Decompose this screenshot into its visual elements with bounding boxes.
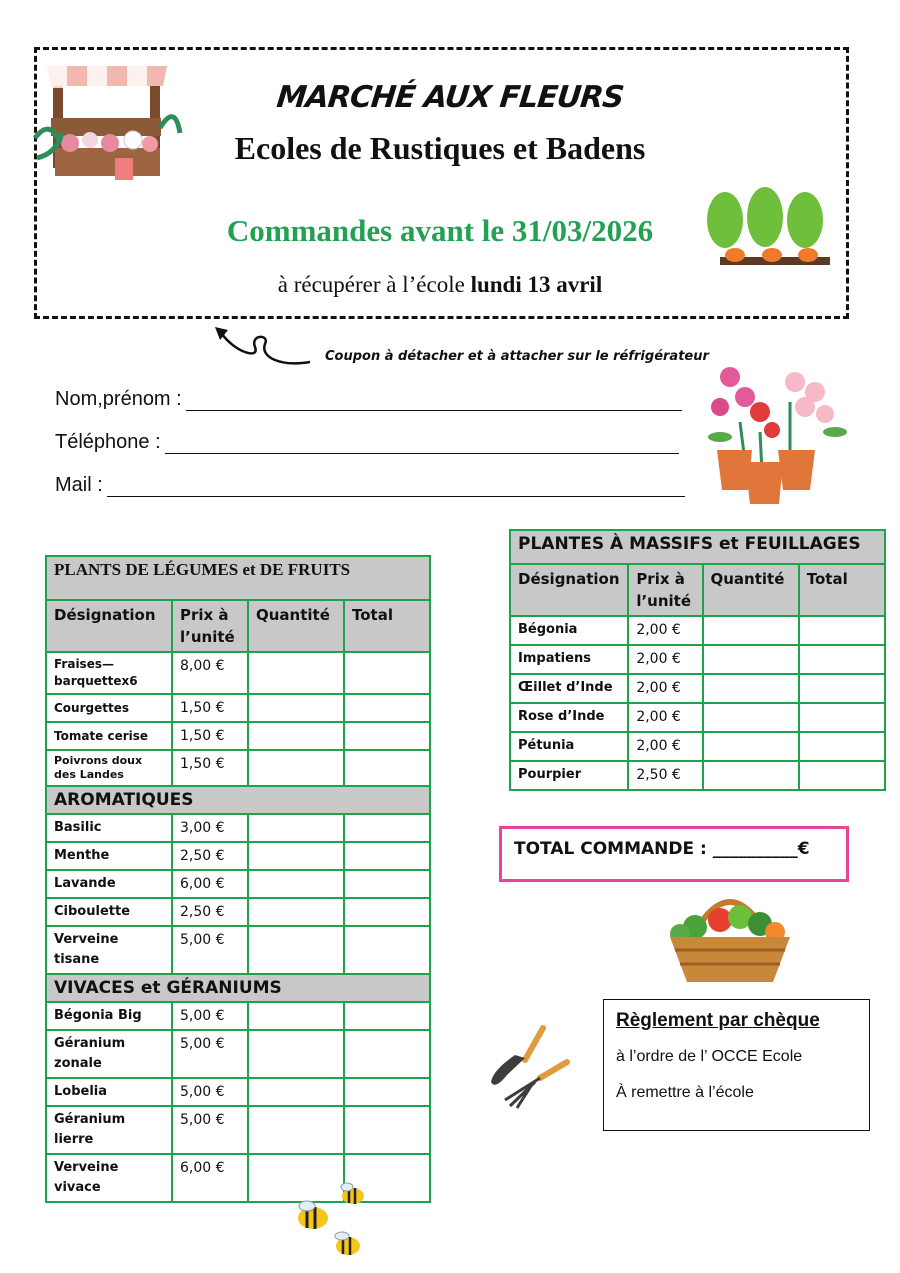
quantity-cell[interactable]	[703, 674, 799, 703]
quantity-cell[interactable]	[248, 1002, 344, 1030]
table-row	[510, 616, 885, 645]
table-row	[46, 814, 430, 842]
header-row	[510, 564, 885, 616]
item-name: Bégonia	[510, 616, 628, 645]
pickup-info	[0, 272, 880, 298]
quantity-cell[interactable]	[248, 870, 344, 898]
total-cell[interactable]	[344, 814, 430, 842]
item-price: 2,50 €	[172, 842, 248, 870]
quantity-cell[interactable]	[248, 1106, 344, 1154]
item-price: 2,00 €	[628, 645, 702, 674]
bedding-title: PLANTES À MASSIFS et FEUILLAGES	[510, 530, 885, 564]
quantity-cell[interactable]	[248, 694, 344, 722]
item-price: 5,00 €	[172, 1030, 248, 1078]
item-price: 8,00 €	[172, 652, 248, 694]
table-row	[46, 750, 430, 786]
item-name: Bégonia Big	[46, 1002, 172, 1030]
quantity-cell[interactable]	[703, 645, 799, 674]
vegetable-basket-illustration	[655, 882, 800, 987]
page-title: MARCHÉ AUX FLEURS	[275, 80, 625, 115]
col-total: Total	[344, 600, 430, 652]
table-row	[46, 842, 430, 870]
phone-field[interactable]	[55, 431, 679, 454]
quantity-cell[interactable]	[248, 652, 344, 694]
payment-box	[603, 999, 870, 1131]
col-total: Total	[799, 564, 885, 616]
quantity-cell[interactable]	[248, 926, 344, 974]
table-title-row	[46, 556, 430, 600]
mail-label: Mail :	[55, 474, 103, 496]
section-row	[46, 974, 430, 1002]
garden-tools-icon	[485, 1020, 575, 1110]
vegetables-table	[45, 555, 431, 1203]
item-name: Géranium lierre	[46, 1106, 172, 1154]
item-price: 6,00 €	[172, 1154, 248, 1202]
total-cell[interactable]	[344, 1002, 430, 1030]
total-cell[interactable]	[344, 1106, 430, 1154]
item-name: Basilic	[46, 814, 172, 842]
item-price: 1,50 €	[172, 694, 248, 722]
item-price: 5,00 €	[172, 1002, 248, 1030]
payment-title: Règlement par chèque	[616, 1010, 820, 1031]
flower-pots-illustration	[700, 352, 850, 507]
total-cell[interactable]	[799, 761, 885, 790]
table-row	[46, 694, 430, 722]
item-price: 2,00 €	[628, 674, 702, 703]
phone-label: Téléphone :	[55, 431, 161, 453]
total-cell[interactable]	[344, 842, 430, 870]
table-title-row	[510, 530, 885, 564]
total-cell[interactable]	[344, 1030, 430, 1078]
item-name: Menthe	[46, 842, 172, 870]
total-cell[interactable]	[799, 616, 885, 645]
vegetables-illustration	[700, 185, 840, 270]
table-row	[46, 1106, 430, 1154]
item-name: Impatiens	[510, 645, 628, 674]
item-price: 5,00 €	[172, 1106, 248, 1154]
table-row	[46, 652, 430, 694]
item-name: Fraises—barquettex6	[46, 652, 172, 694]
col-designation: Désignation	[510, 564, 628, 616]
name-input-line[interactable]	[186, 392, 682, 411]
bedding-plants-table	[509, 529, 886, 791]
market-stall-illustration	[25, 58, 185, 188]
quantity-cell[interactable]	[248, 842, 344, 870]
total-cell[interactable]	[344, 652, 430, 694]
item-price: 2,00 €	[628, 616, 702, 645]
col-unit-price: Prix à l’unité	[628, 564, 702, 616]
item-price: 2,00 €	[628, 732, 702, 761]
name-field[interactable]	[55, 388, 682, 411]
table-row	[46, 898, 430, 926]
coupon-note: Coupon à détacher et à attacher sur le réfrigérateur	[325, 349, 709, 364]
item-name: Pétunia	[510, 732, 628, 761]
total-cell[interactable]	[344, 870, 430, 898]
school-names: Ecoles de Rustiques et Badens	[234, 130, 646, 166]
table-row	[46, 870, 430, 898]
table-row	[46, 1078, 430, 1106]
item-name: Rose d’Inde	[510, 703, 628, 732]
col-quantity: Quantité	[703, 564, 799, 616]
table-row	[46, 926, 430, 974]
total-order-label: TOTAL COMMANDE : __________€	[514, 839, 810, 859]
mail-field[interactable]	[55, 474, 685, 497]
total-cell[interactable]	[799, 645, 885, 674]
table-row	[510, 761, 885, 790]
section-row	[46, 786, 430, 814]
quantity-cell[interactable]	[703, 761, 799, 790]
header-row	[46, 600, 430, 652]
order-deadline: Commandes avant le 31/03/2026	[226, 213, 654, 248]
table-row	[46, 1030, 430, 1078]
item-price: 5,00 €	[172, 926, 248, 974]
table-row	[510, 703, 885, 732]
quantity-cell[interactable]	[248, 1078, 344, 1106]
payment-order-line: à l’ordre de l’ OCCE Ecole	[616, 1048, 803, 1065]
item-name: Verveine vivace	[46, 1154, 172, 1202]
total-cell[interactable]	[799, 674, 885, 703]
bees-illustration	[285, 1178, 380, 1266]
item-price: 2,00 €	[628, 703, 702, 732]
item-price: 5,00 €	[172, 1078, 248, 1106]
item-price: 1,50 €	[172, 722, 248, 750]
perennials-title: VIVACES et GÉRANIUMS	[46, 974, 430, 1002]
quantity-cell[interactable]	[703, 732, 799, 761]
quantity-cell[interactable]	[248, 814, 344, 842]
total-cell[interactable]	[344, 1078, 430, 1106]
item-name: Tomate cerise	[46, 722, 172, 750]
item-name: Poivrons doux des Landes	[46, 750, 172, 786]
total-cell[interactable]	[344, 898, 430, 926]
col-unit-price: Prix à l’unité	[172, 600, 248, 652]
total-cell[interactable]	[344, 750, 430, 786]
quantity-cell[interactable]	[248, 898, 344, 926]
item-price: 2,50 €	[172, 898, 248, 926]
bee-icon	[298, 1201, 328, 1229]
table-row	[510, 645, 885, 674]
total-cell[interactable]	[344, 694, 430, 722]
item-price: 3,00 €	[172, 814, 248, 842]
pickup-prefix: à récupérer à l’école	[277, 272, 471, 297]
item-name: Pourpier	[510, 761, 628, 790]
name-label: Nom,prénom :	[55, 388, 182, 410]
col-designation: Désignation	[46, 600, 172, 652]
mail-input-line[interactable]	[107, 478, 685, 497]
quantity-cell[interactable]	[248, 750, 344, 786]
total-cell[interactable]	[799, 703, 885, 732]
aromatics-title: AROMATIQUES	[46, 786, 430, 814]
item-name: Géranium zonale	[46, 1030, 172, 1078]
table-row	[510, 674, 885, 703]
col-quantity: Quantité	[248, 600, 344, 652]
total-cell[interactable]	[799, 732, 885, 761]
quantity-cell[interactable]	[703, 616, 799, 645]
item-name: Lavande	[46, 870, 172, 898]
item-name: Verveine tisane	[46, 926, 172, 974]
item-name: Œillet d’Inde	[510, 674, 628, 703]
item-name: Ciboulette	[46, 898, 172, 926]
total-order-box[interactable]	[499, 826, 849, 882]
quantity-cell[interactable]	[248, 1030, 344, 1078]
quantity-cell[interactable]	[248, 722, 344, 750]
vegetables-title: PLANTS DE LÉGUMES et DE FRUITS	[46, 556, 430, 600]
pickup-day: lundi 13 avril	[470, 272, 603, 297]
arrow-icon	[210, 322, 320, 372]
table-row	[46, 722, 430, 750]
item-name: Lobelia	[46, 1078, 172, 1106]
item-price: 1,50 €	[172, 750, 248, 786]
phone-input-line[interactable]	[165, 435, 679, 454]
quantity-cell[interactable]	[703, 703, 799, 732]
total-cell[interactable]	[344, 722, 430, 750]
table-row	[46, 1002, 430, 1030]
table-row	[510, 732, 885, 761]
item-price: 2,50 €	[628, 761, 702, 790]
payment-deliver-line: À remettre à l’école	[616, 1084, 754, 1101]
item-name: Courgettes	[46, 694, 172, 722]
total-cell[interactable]	[344, 926, 430, 974]
item-price: 6,00 €	[172, 870, 248, 898]
